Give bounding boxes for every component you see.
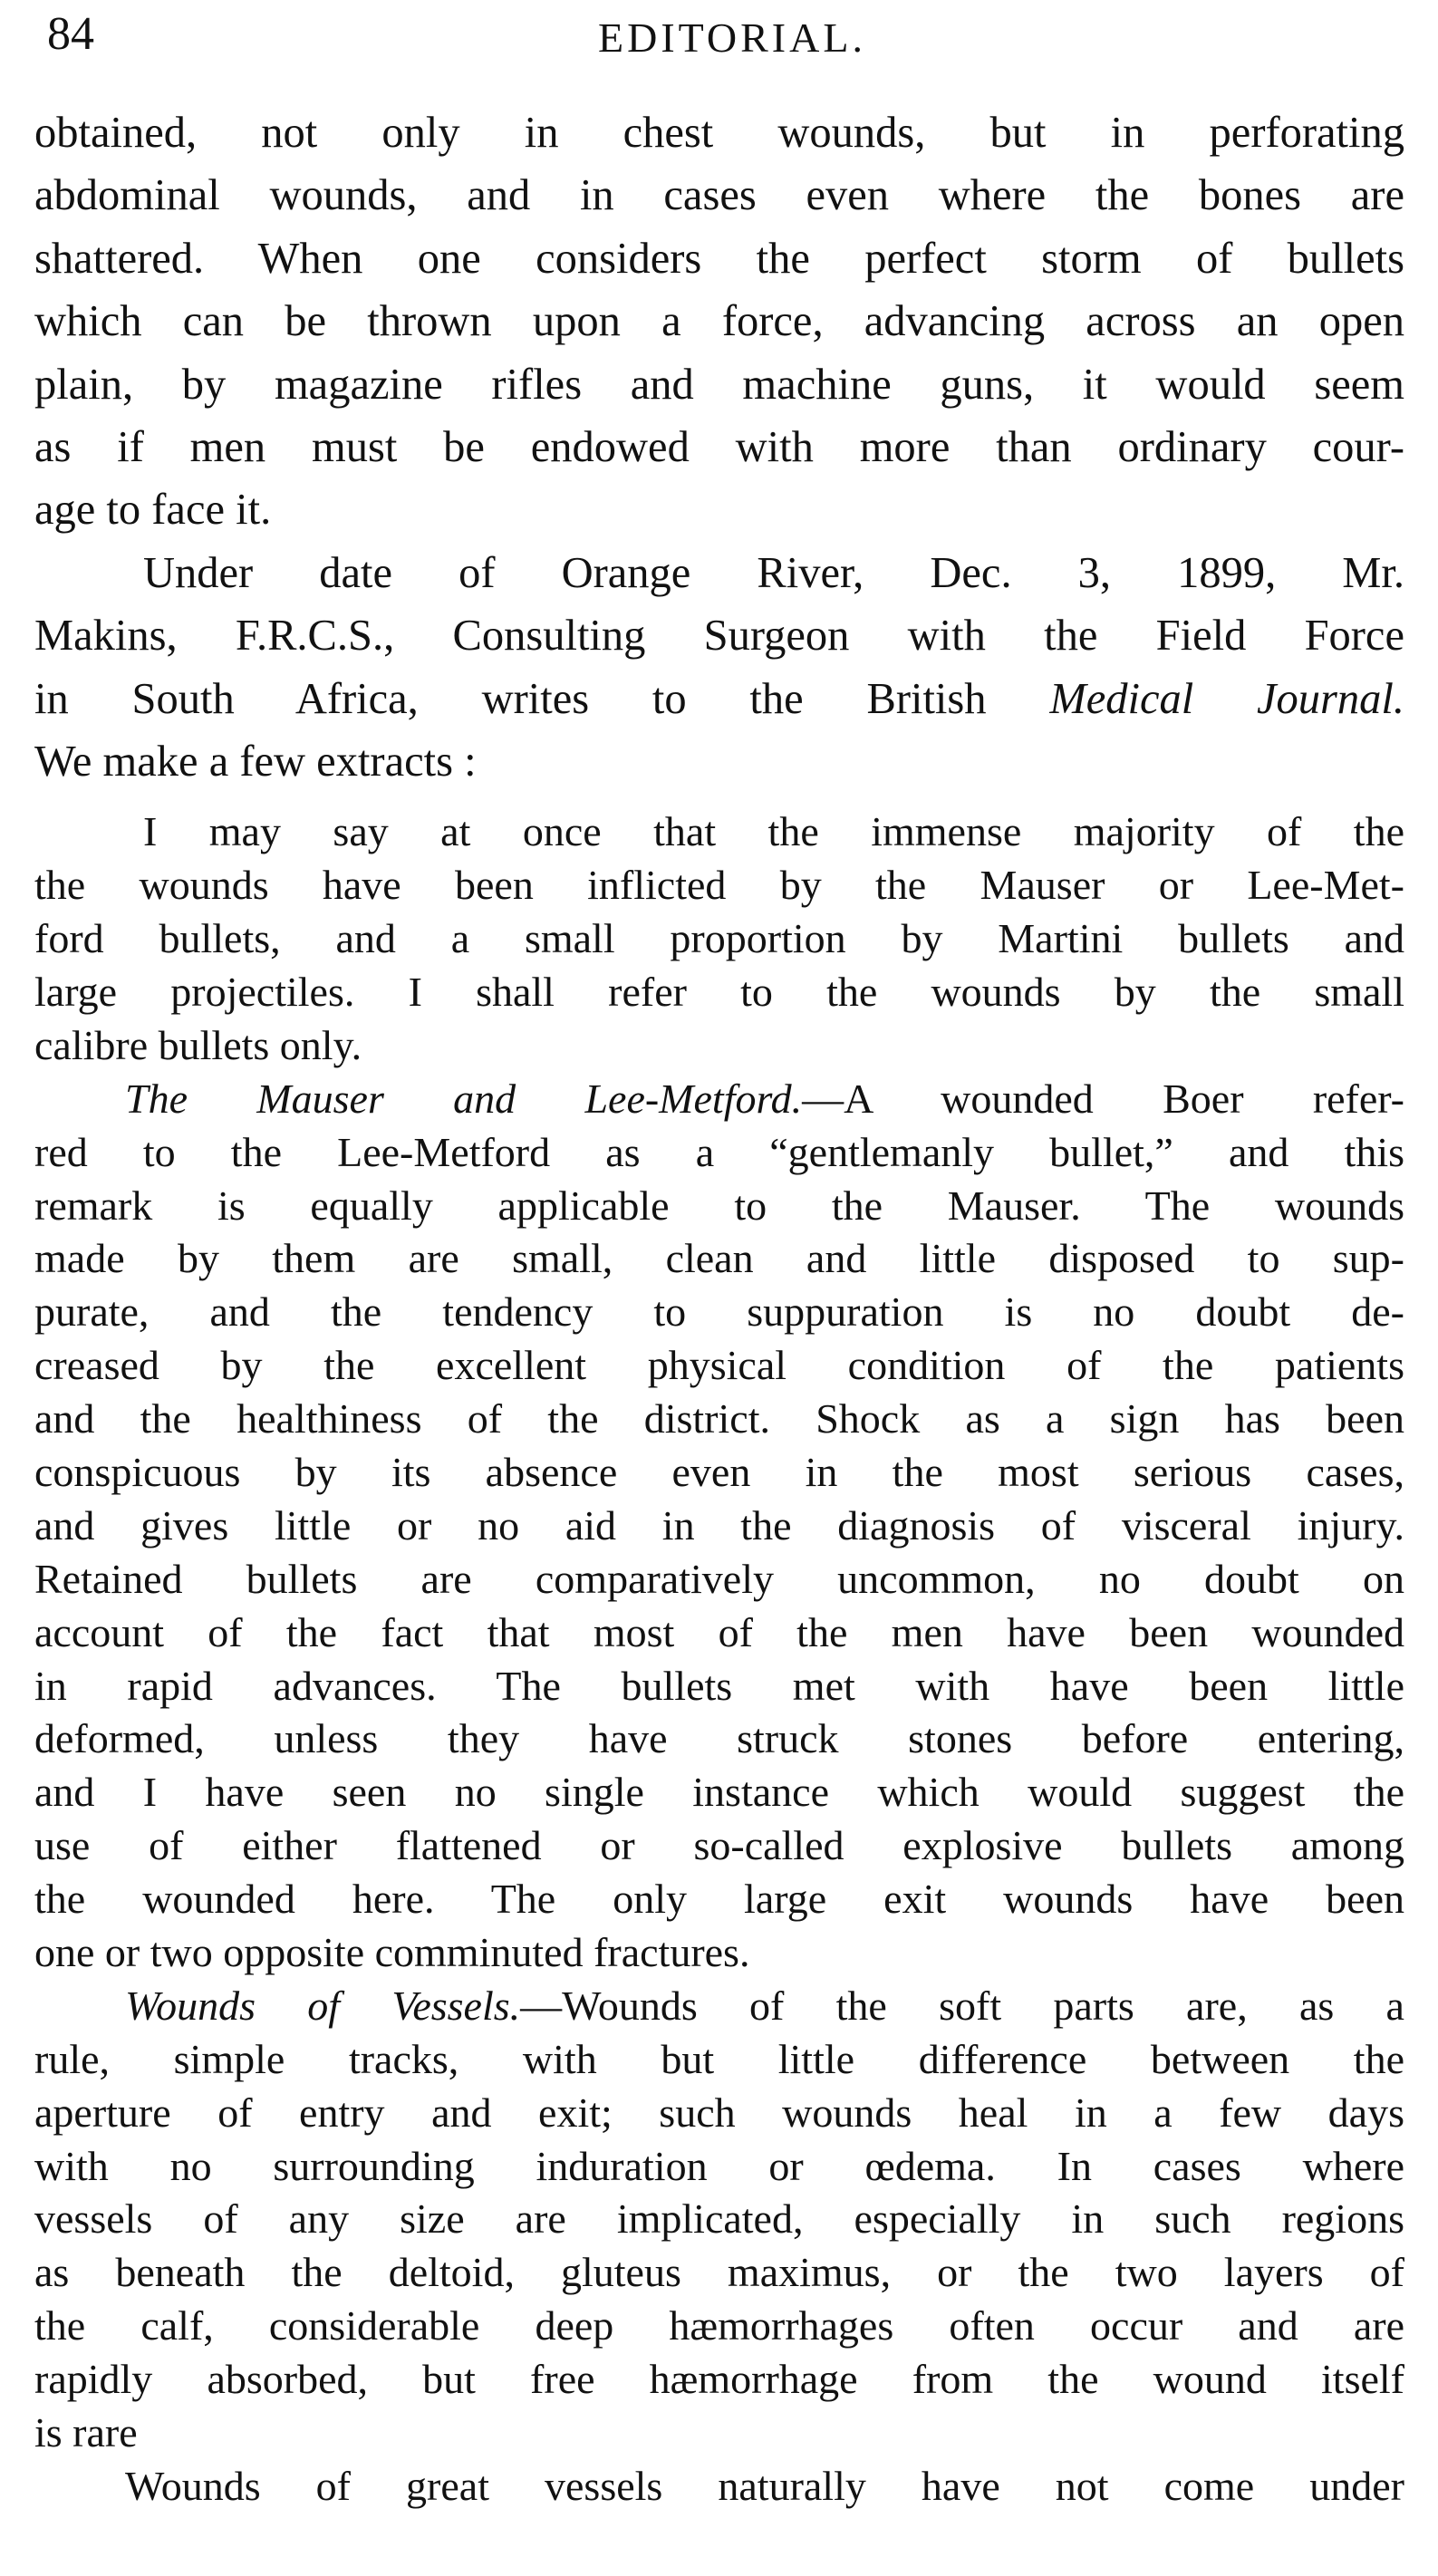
- text-line: use of either flattened or so-called explosive bullets among: [34, 1822, 1404, 1869]
- text-line: plain, by magazine rifles and machine guns, it would seem: [34, 360, 1404, 409]
- intro-paragraphs: [34, 101, 1404, 793]
- text-line: and the healthiness of the district. Shock as a sign has been: [34, 1395, 1404, 1442]
- text-line: [34, 668, 1404, 730]
- text-line: is rare: [34, 2409, 138, 2456]
- body-text: [34, 101, 1404, 2513]
- text-line: aperture of entry and exit; such wounds heal in a few days: [34, 2089, 1404, 2136]
- page-number: 84: [47, 8, 94, 60]
- text-line: with no surrounding induration or œdema. In cases where: [34, 2142, 1404, 2189]
- text-line: the wounds have been inflicted by the Mauser or Lee-Met-: [34, 862, 1404, 909]
- text-line: We make a few extracts :: [34, 737, 477, 786]
- text-line: the calf, considerable deep hæmorrhages often occur and are: [34, 2302, 1404, 2349]
- text-line: Wounds of great vessels naturally have not come under: [125, 2462, 1404, 2509]
- text-line: remark is equally applicable to the Mauser. The wounds: [34, 1182, 1404, 1229]
- page-header: [0, 0, 1438, 100]
- text-line: I may say at once that the immense majority of the: [143, 808, 1404, 855]
- text-line: obtained, not only in chest wounds, but in perforating: [34, 109, 1404, 157]
- text-line-rest: —Wounds of the soft parts are, as a: [520, 1982, 1404, 2029]
- text-line: made by them are small, clean and little disposed to sup-: [34, 1235, 1404, 1282]
- text-line: Under date of Orange River, Dec. 3, 1899, Mr.: [143, 548, 1404, 597]
- text-line: in rapid advances. The bullets met with have been little: [34, 1662, 1404, 1709]
- text-line: calibre bullets only.: [34, 1021, 362, 1068]
- text-line: vessels of any size are implicated, especially in such regions: [34, 2195, 1404, 2243]
- text-line: as beneath the deltoid, gluteus maximus, or the two layers of: [34, 2249, 1404, 2296]
- text-line: rule, simple tracks, with but little difference between the: [34, 2035, 1404, 2082]
- text-line: one or two opposite comminuted fractures.: [34, 1929, 750, 1975]
- text-line: [34, 1073, 1404, 1126]
- text-line: conspicuous by its absence even in the most serious cases,: [34, 1448, 1404, 1495]
- quoted-extract: [34, 806, 1404, 2513]
- journal-title: Medical Journal.: [1049, 674, 1404, 723]
- text-line-start: in South Africa, writes to the British: [34, 674, 987, 723]
- text-line: shattered. When one considers the perfect storm of bullets: [34, 234, 1404, 283]
- section-heading-mauser: The Mauser and Lee-Metford.: [125, 1075, 803, 1122]
- section-heading-vessels: Wounds of Vessels.: [125, 1982, 521, 2029]
- text-line: the wounded here. The only large exit wounds have been: [34, 1876, 1404, 1923]
- text-line: and I have seen no single instance which would suggest the: [34, 1769, 1404, 1816]
- text-line: and gives little or no aid in the diagnosis of visceral injury.: [34, 1501, 1404, 1548]
- text-line: red to the Lee-Metford as a “gentlemanly bullet,” and this: [34, 1128, 1404, 1175]
- text-line-rest: —A wounded Boer refer-: [802, 1075, 1404, 1122]
- text-line: as if men must be endowed with more than ordinary cour-: [34, 422, 1404, 471]
- text-line: Retained bullets are comparatively uncommon, no doubt on: [34, 1555, 1404, 1602]
- text-line: account of the fact that most of the men have been wounded: [34, 1608, 1404, 1655]
- text-line: which can be thrown upon a force, advancing across an open: [34, 297, 1404, 346]
- text-line: Makins, F.R.C.S., Consulting Surgeon with the Field Force: [34, 612, 1404, 661]
- text-line: large projectiles. I shall refer to the wounds by the small: [34, 968, 1404, 1015]
- text-line: purate, and the tendency to suppuration is no doubt de-: [34, 1288, 1404, 1336]
- text-line: deformed, unless they have struck stones before entering,: [34, 1715, 1404, 1762]
- text-line: abdominal wounds, and in cases even where the bones are: [34, 171, 1404, 220]
- text-line: ford bullets, and a small proportion by Martini bullets and: [34, 915, 1404, 962]
- text-line: rapidly absorbed, but free hæmorrhage from the wound itself: [34, 2356, 1404, 2403]
- text-line: creased by the excellent physical condition of the patients: [34, 1342, 1404, 1389]
- text-line: [34, 1980, 1404, 2033]
- running-head: EDITORIAL.: [598, 14, 866, 61]
- text-line: age to face it.: [34, 486, 272, 535]
